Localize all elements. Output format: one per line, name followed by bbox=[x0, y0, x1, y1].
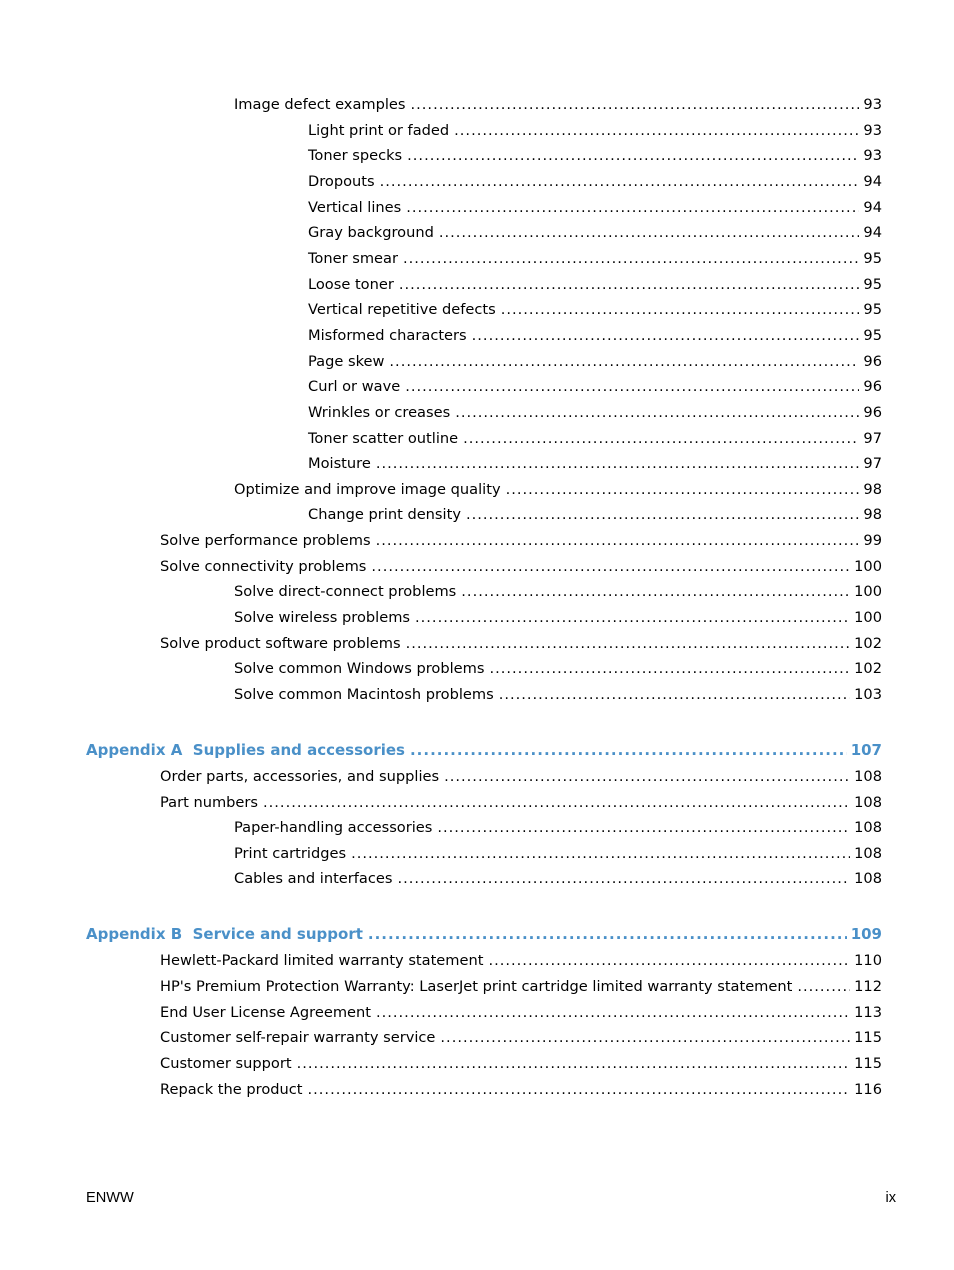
dot-leader bbox=[405, 378, 859, 396]
toc-entry[interactable] bbox=[234, 819, 882, 837]
appendix-b-page: 109 bbox=[850, 925, 882, 943]
toc-entry-page: 115 bbox=[854, 1055, 882, 1072]
toc-entry-title: Hewlett-Packard limited warranty statement bbox=[160, 952, 484, 969]
dot-leader bbox=[368, 925, 847, 943]
dot-leader bbox=[440, 1029, 850, 1047]
toc-entry[interactable] bbox=[308, 404, 882, 422]
dot-leader bbox=[308, 1081, 851, 1099]
toc-entry-title: Misformed characters bbox=[308, 327, 467, 344]
dot-leader bbox=[397, 870, 850, 888]
dot-leader bbox=[455, 404, 859, 422]
toc-entry-page: 100 bbox=[854, 609, 882, 626]
appendix-a-title: Appendix A Supplies and accessories bbox=[86, 741, 405, 759]
toc-entry-title: Toner smear bbox=[308, 250, 398, 267]
dot-leader bbox=[399, 276, 860, 294]
toc-entry[interactable] bbox=[308, 224, 882, 242]
dot-leader bbox=[489, 660, 850, 678]
dot-leader bbox=[411, 96, 860, 114]
toc-entry-page: 97 bbox=[863, 430, 882, 447]
toc-entry-title: Customer self-repair warranty service bbox=[160, 1029, 436, 1046]
toc-entry-page: 95 bbox=[863, 301, 882, 318]
toc-entry-title: Optimize and improve image quality bbox=[234, 481, 501, 498]
toc-entry[interactable] bbox=[308, 506, 882, 524]
toc-entry-title: Order parts, accessories, and supplies bbox=[160, 768, 440, 785]
toc-entry[interactable] bbox=[234, 481, 882, 499]
toc-entry[interactable] bbox=[160, 768, 882, 786]
toc-entry-page: 97 bbox=[863, 455, 882, 472]
toc-entry[interactable] bbox=[308, 327, 882, 345]
toc-entry-title: Image defect examples bbox=[234, 96, 406, 113]
appendix-a-heading[interactable] bbox=[86, 741, 882, 759]
appendix-a-page: 107 bbox=[850, 741, 882, 759]
dot-leader bbox=[466, 506, 859, 524]
toc-entry-page: 102 bbox=[854, 660, 882, 677]
toc-entry-page: 95 bbox=[863, 250, 882, 267]
toc-entry-title: Solve product software problems bbox=[160, 635, 401, 652]
toc-entry[interactable] bbox=[160, 794, 882, 812]
toc-entry-page: 100 bbox=[854, 558, 882, 575]
toc-entry-page: 115 bbox=[854, 1029, 882, 1046]
toc-entry-title: Solve connectivity problems bbox=[160, 558, 367, 575]
dot-leader bbox=[461, 583, 850, 601]
dot-leader bbox=[472, 327, 860, 345]
toc-entry[interactable] bbox=[308, 430, 882, 448]
dot-leader bbox=[403, 250, 859, 268]
toc-entry[interactable] bbox=[160, 558, 882, 576]
toc-entry[interactable] bbox=[308, 353, 882, 371]
toc-entry[interactable] bbox=[308, 173, 882, 191]
toc-entry[interactable] bbox=[234, 686, 882, 704]
toc-entry-page: 93 bbox=[863, 96, 882, 113]
toc-entry-page: 108 bbox=[854, 768, 882, 785]
toc-entry[interactable] bbox=[160, 952, 882, 970]
dot-leader bbox=[437, 819, 850, 837]
dot-leader bbox=[415, 609, 850, 627]
toc-entry-title: HP's Premium Protection Warranty: LaserJet print cartridge limited warranty statement bbox=[160, 978, 793, 995]
toc-entry-page: 94 bbox=[863, 199, 882, 216]
dot-leader bbox=[407, 147, 859, 165]
toc-entry[interactable] bbox=[160, 1004, 882, 1022]
dot-leader bbox=[463, 430, 859, 448]
footer-left-label: ENWW bbox=[86, 1190, 134, 1206]
toc-entry-page: 116 bbox=[854, 1081, 882, 1098]
toc-entry[interactable] bbox=[308, 455, 882, 473]
toc-entry-title: Repack the product bbox=[160, 1081, 303, 1098]
toc-entry-title: Page skew bbox=[308, 353, 385, 370]
toc-entry-title: Vertical repetitive defects bbox=[308, 301, 496, 318]
toc-entry-page: 94 bbox=[863, 173, 882, 190]
dot-leader bbox=[797, 978, 850, 996]
dot-leader bbox=[454, 122, 859, 140]
toc-entry-page: 113 bbox=[854, 1004, 882, 1021]
toc-entry-page: 93 bbox=[863, 122, 882, 139]
appendix-b-heading[interactable] bbox=[86, 925, 882, 943]
toc-entry-title: Customer support bbox=[160, 1055, 292, 1072]
appendix-b-title: Appendix B Service and support bbox=[86, 925, 363, 943]
toc-entry-page: 110 bbox=[854, 952, 882, 969]
dot-leader bbox=[444, 768, 850, 786]
toc-entry[interactable] bbox=[160, 978, 882, 996]
toc-entry-title: Gray background bbox=[308, 224, 434, 241]
toc-entry-title: Cables and interfaces bbox=[234, 870, 393, 887]
dot-leader bbox=[406, 199, 859, 217]
toc-entry-page: 99 bbox=[863, 532, 882, 549]
toc-entry[interactable] bbox=[234, 660, 882, 678]
toc-entry-title: Solve direct-connect problems bbox=[234, 583, 457, 600]
toc-entry-page: 95 bbox=[863, 327, 882, 344]
toc-entry-page: 96 bbox=[863, 353, 882, 370]
dot-leader bbox=[297, 1055, 851, 1073]
toc-entry-page: 98 bbox=[863, 481, 882, 498]
toc-entry[interactable] bbox=[308, 199, 882, 217]
toc-entry-page: 103 bbox=[854, 686, 882, 703]
toc-entry-page: 102 bbox=[854, 635, 882, 652]
footer-page-number: ix bbox=[885, 1190, 896, 1206]
dot-leader bbox=[351, 845, 850, 863]
toc-entry-title: Loose toner bbox=[308, 276, 394, 293]
toc-entry-title: Paper-handling accessories bbox=[234, 819, 433, 836]
toc-entry[interactable] bbox=[308, 147, 882, 165]
toc-entry[interactable] bbox=[308, 250, 882, 268]
toc-entry-page: 93 bbox=[863, 147, 882, 164]
toc-entry-title: Solve common Macintosh problems bbox=[234, 686, 494, 703]
toc-entry-title: Solve common Windows problems bbox=[234, 660, 485, 677]
toc-entry-page: 108 bbox=[854, 794, 882, 811]
dot-leader bbox=[406, 635, 851, 653]
dot-leader bbox=[501, 301, 860, 319]
toc-entry-title: Toner specks bbox=[308, 147, 403, 164]
toc-entry-page: 108 bbox=[854, 870, 882, 887]
toc-entry-title: Light print or faded bbox=[308, 122, 450, 139]
toc-entry[interactable] bbox=[234, 609, 882, 627]
toc-entry-title: Moisture bbox=[308, 455, 371, 472]
dot-leader bbox=[499, 686, 850, 704]
dot-leader bbox=[506, 481, 860, 499]
toc-entry-title: End User License Agreement bbox=[160, 1004, 371, 1021]
toc-entry-title: Part numbers bbox=[160, 794, 259, 811]
toc-entry-page: 108 bbox=[854, 819, 882, 836]
dot-leader bbox=[439, 224, 860, 242]
toc-entry[interactable] bbox=[160, 532, 882, 550]
toc-entry-title: Dropouts bbox=[308, 173, 375, 190]
toc-entry-page: 95 bbox=[863, 276, 882, 293]
toc-entry[interactable] bbox=[160, 1055, 882, 1073]
toc-entry-title: Solve performance problems bbox=[160, 532, 371, 549]
toc-entry[interactable] bbox=[308, 301, 882, 319]
dot-leader bbox=[389, 353, 859, 371]
toc-entry-title: Vertical lines bbox=[308, 199, 402, 216]
toc-entry[interactable] bbox=[234, 870, 882, 888]
dot-leader bbox=[376, 532, 860, 550]
toc-entry-title: Wrinkles or creases bbox=[308, 404, 451, 421]
toc-entry-title: Solve wireless problems bbox=[234, 609, 411, 626]
toc-entry[interactable] bbox=[160, 1029, 882, 1047]
toc-entry-page: 94 bbox=[863, 224, 882, 241]
toc-entry-title: Toner scatter outline bbox=[308, 430, 459, 447]
toc-entry-page: 96 bbox=[863, 378, 882, 395]
dot-leader bbox=[263, 794, 850, 812]
toc-entry-title: Curl or wave bbox=[308, 378, 401, 395]
toc-entry[interactable] bbox=[234, 96, 882, 114]
toc-entry[interactable] bbox=[160, 635, 882, 653]
dot-leader bbox=[488, 952, 850, 970]
toc-entry-page: 98 bbox=[863, 506, 882, 523]
dot-leader bbox=[376, 1004, 850, 1022]
toc-entry-page: 96 bbox=[863, 404, 882, 421]
dot-leader bbox=[380, 173, 860, 191]
toc-entry[interactable] bbox=[234, 845, 882, 863]
toc-entry[interactable] bbox=[234, 583, 882, 601]
toc-entry-page: 100 bbox=[854, 583, 882, 600]
toc-entry-page: 108 bbox=[854, 845, 882, 862]
toc-entry-title: Print cartridges bbox=[234, 845, 347, 862]
dot-leader bbox=[410, 741, 847, 759]
toc-entry[interactable] bbox=[160, 1081, 882, 1099]
toc-entry-title: Change print density bbox=[308, 506, 461, 523]
toc-entry-page: 112 bbox=[854, 978, 882, 995]
dot-leader bbox=[371, 558, 850, 576]
toc-entry[interactable] bbox=[308, 276, 882, 294]
toc-entry[interactable] bbox=[308, 122, 882, 140]
dot-leader bbox=[376, 455, 860, 473]
toc-entry[interactable] bbox=[308, 378, 882, 396]
